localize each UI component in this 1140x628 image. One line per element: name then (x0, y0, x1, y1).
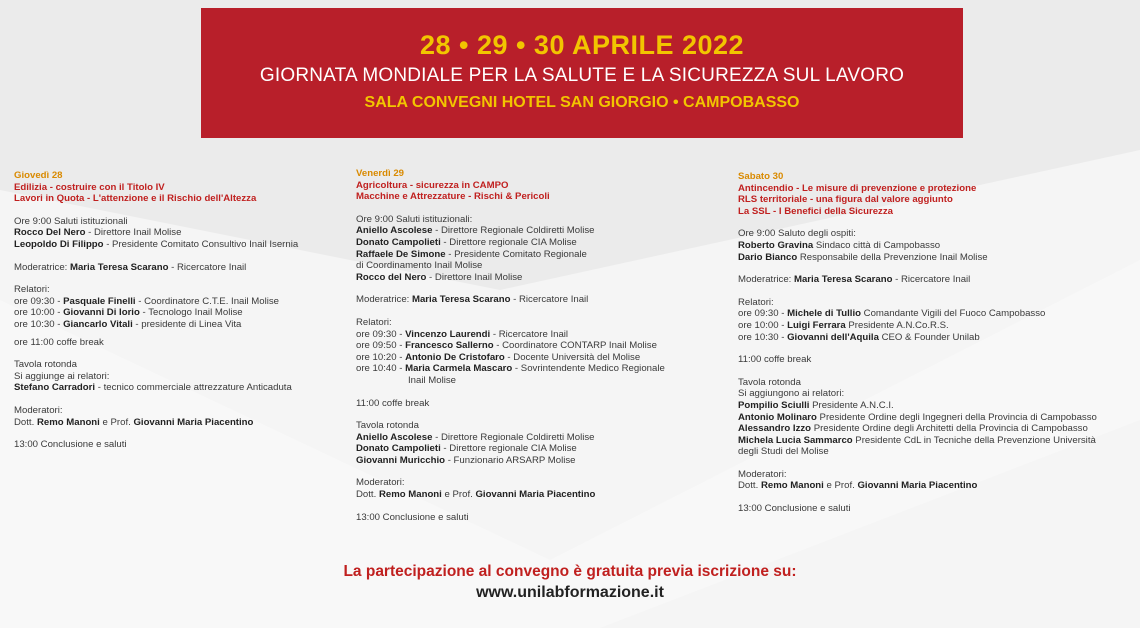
talk-time: ore 09:30 - (356, 328, 406, 340)
speaker-name: Vincenzo Laurendi (405, 328, 491, 340)
talk-line (356, 352, 665, 364)
speaker-name: Giovanni Maria Piacentino (133, 416, 254, 428)
title-prefix: e Prof. (441, 489, 476, 501)
day3-column (738, 171, 1097, 515)
registration-link[interactable]: www.unilabformazione.it (476, 584, 664, 601)
talk-line (14, 319, 298, 331)
talk-line (14, 296, 298, 308)
speaker-name: Pompilio Sciulli (738, 399, 810, 411)
speaker-role: - Ricercatore Inail (490, 328, 569, 340)
talk-time: ore 09:30 - (14, 295, 64, 307)
speaker-name: Roberto Gravina (738, 239, 814, 251)
speaker-role: Sindaco città di Campobasso (813, 239, 941, 251)
speaker-name: Rocco del Nero (356, 271, 427, 283)
speaker-role: - Coordinatore CONTARP Inail Molise (493, 340, 657, 352)
speaker-name: Maria Teresa Scarano (793, 274, 893, 286)
speaker-role-cont: degli Studi del Molise (738, 446, 829, 458)
round-table-label: Tavola rotonda (356, 420, 419, 432)
speaker-line (356, 272, 665, 284)
speaker-name: Alessandro Izzo (738, 423, 812, 435)
moderator-line (356, 294, 665, 306)
speaker-role: - presidente di Linea Vita (132, 318, 242, 330)
speaker-role-cont: di Coordinamento Inail Molise (356, 260, 483, 272)
speaker-name: Luigi Ferrara (787, 319, 846, 331)
speaker-name: Giancarlo Vitali (63, 318, 133, 330)
talk-time: ore 10:00 - (738, 319, 788, 331)
speaker-name: Antonio Molinaro (738, 411, 817, 423)
speaker-name: Maria Teresa Scarano (69, 261, 169, 273)
day3-heading: Sabato 30 (738, 171, 784, 182)
speaker-role: - Direttore Inail Molise (85, 227, 182, 239)
speaker-line (356, 249, 665, 261)
break-line: 11:00 coffe break (738, 354, 812, 366)
day1-topic: Lavori in Quota - L'attenzione e il Rischio dell'Altezza (14, 193, 257, 205)
moderator-line (14, 262, 298, 274)
talk-time: ore 10:40 - (356, 363, 406, 375)
speaker-name: Leopoldo Di Filippo (14, 238, 104, 250)
moderators-label: Moderatori: (356, 477, 405, 489)
round-table-label: Tavola rotonda (14, 359, 77, 371)
moderators-line (14, 417, 298, 429)
talk-line (356, 329, 665, 341)
speaker-name: Remo Manoni (760, 480, 824, 492)
speaker-name: Donato Campolieti (356, 443, 441, 455)
title-prefix: Dott. (356, 489, 379, 501)
speaker-role: - Ricercatore Inail (892, 274, 971, 286)
talk-time: ore 10:30 - (14, 318, 64, 330)
speaker-role: - Tecnologo Inail Molise (139, 307, 243, 319)
speaker-line (356, 237, 665, 249)
day2-column (356, 168, 665, 523)
speakers-label: Relatori: (356, 316, 392, 328)
speaker-line (14, 382, 298, 394)
speakers-label: Relatori: (738, 296, 774, 308)
speaker-line (738, 252, 1097, 264)
speaker-name: Michele di Tullio (787, 308, 861, 320)
speaker-name: Donato Campolieti (356, 236, 441, 248)
speaker-role: CEO & Founder Unilab (878, 331, 980, 343)
day2-topic: Agricoltura - sicurezza in CAMPO (356, 179, 509, 191)
speaker-name: Antonio De Cristofaro (405, 351, 505, 363)
event-dates: 28 • 29 • 30 APRILE 2022 (419, 30, 745, 60)
speaker-role: Presidente A.N.C.I. (809, 399, 894, 411)
greetings-label: Ore 9:00 Saluti istituzionali (14, 215, 128, 227)
speaker-line (356, 225, 665, 237)
speaker-line (356, 443, 665, 455)
speaker-line (356, 432, 665, 444)
speaker-line (738, 435, 1097, 447)
speaker-role: - Ricercatore Inail (510, 294, 589, 306)
talk-line (356, 340, 665, 352)
day1-column (14, 170, 298, 451)
speaker-name: Rocco Del Nero (14, 227, 86, 239)
title-prefix: e Prof. (823, 480, 858, 492)
moderators-line (356, 489, 665, 501)
talk-time: ore 10:00 - (14, 307, 64, 319)
speaker-name: Aniello Ascolese (356, 431, 433, 443)
speaker-line (356, 455, 665, 467)
speaker-name: Pasquale Finelli (63, 295, 136, 307)
talk-time: ore 10:30 - (738, 331, 788, 343)
speaker-name: Aniello Ascolese (356, 225, 433, 237)
speaker-name: Giovanni dell'Aquila (787, 331, 879, 343)
speaker-role: - Docente Università del Molise (504, 351, 641, 363)
day2-topic: Macchine e Attrezzature - Rischi & Pericoli (356, 191, 550, 203)
moderators-line (738, 480, 1097, 492)
speaker-role: - Ricercatore Inail (168, 261, 247, 273)
speaker-name: Remo Manoni (36, 416, 100, 428)
event-title: GIORNATA MONDIALE PER LA SALUTE E LA SICUREZZA SUL LAVORO (259, 65, 905, 86)
day3-topic: La SSL - I Benefici della Sicurezza (738, 205, 893, 217)
header-banner (201, 8, 963, 138)
speaker-role: - Funzionario ARSARP Molise (445, 454, 576, 466)
break-line: 11:00 coffe break (356, 397, 430, 409)
speaker-name: Maria Carmela Mascaro (405, 363, 513, 375)
talk-time: ore 09:50 - (356, 340, 406, 352)
speaker-role: Presidente A.N.Co.R.S. (845, 319, 949, 331)
speaker-role: Comandante Vigili del Fuoco Campobasso (861, 308, 1046, 320)
speaker-line (738, 423, 1097, 435)
speaker-line (14, 227, 298, 239)
moderators-label: Moderatori: (738, 468, 787, 480)
speaker-line (14, 239, 298, 251)
talk-time: ore 10:20 - (356, 351, 406, 363)
closing-line: 13:00 Conclusione e saluti (738, 503, 851, 515)
day3-topic: Antincendio - Le misure di prevenzione e protezione (738, 182, 977, 194)
talk-time: ore 09:30 - (738, 308, 788, 320)
speaker-role: - Presidente Comitato Regionale (445, 248, 587, 260)
speaker-line (738, 240, 1097, 252)
day3-topic: RLS territoriale - una figura dal valore aggiunto (738, 194, 953, 206)
talk-line (738, 308, 1097, 320)
speaker-name: Giovanni Maria Piacentino (857, 480, 978, 492)
talk-line (738, 332, 1097, 344)
greetings-label: Ore 9:00 Saluti istituzionali: (356, 213, 473, 225)
speaker-role-cont: Inail Molise (408, 374, 456, 386)
speaker-name: Raffaele De Simone (356, 248, 446, 260)
speaker-line (738, 412, 1097, 424)
speaker-name: Giovanni Muricchio (356, 454, 446, 466)
speaker-role: - Direttore Regionale Coldiretti Molise (432, 225, 595, 237)
speaker-name: Michela Lucia Sammarco (738, 434, 853, 446)
break-line: ore 11:00 coffe break (14, 336, 104, 348)
day1-topic: Edilizia - costruire con il Titolo IV (14, 181, 165, 193)
speaker-role: - Coordinatore C.T.E. Inail Molise (135, 295, 280, 307)
moderator-label: Moderatrice: (14, 261, 70, 273)
speaker-role: Presidente Ordine degli Architetti della Provincia di Campobasso (811, 423, 1088, 435)
closing-line: 13:00 Conclusione e saluti (14, 439, 127, 451)
event-venue: SALA CONVEGNI HOTEL SAN GIORGIO • CAMPOBASSO (364, 94, 800, 111)
speaker-role: - Direttore regionale CIA Molise (440, 443, 577, 455)
speaker-role: - Direttore Inail Molise (426, 271, 523, 283)
closing-line: 13:00 Conclusione e saluti (356, 511, 469, 523)
speaker-name: Stefano Carradori (14, 382, 96, 394)
speaker-name: Maria Teresa Scarano (411, 294, 511, 306)
day2-heading: Venerdì 29 (356, 168, 404, 179)
speaker-name: Francesco Sallerno (405, 340, 494, 352)
moderator-label: Moderatrice: (356, 294, 412, 306)
title-prefix: Dott. (14, 416, 37, 428)
round-table-label: Tavola rotonda (738, 376, 801, 388)
speaker-role: Responsabile della Prevenzione Inail Molise (797, 251, 988, 263)
title-prefix: e Prof. (99, 416, 134, 428)
speaker-role: - Direttore regionale CIA Molise (440, 236, 577, 248)
round-table-sub: Si aggiunge ai relatori: (14, 370, 110, 382)
moderators-label: Moderatori: (14, 404, 63, 416)
speaker-role: - Direttore Regionale Coldiretti Molise (432, 431, 595, 443)
talk-line (738, 320, 1097, 332)
speaker-name: Remo Manoni (378, 489, 442, 501)
greetings-label: Ore 9:00 Saluto degli ospiti: (738, 228, 856, 240)
speaker-line (738, 400, 1097, 412)
speaker-role: - Sovrintendente Medico Regionale (512, 363, 665, 375)
speaker-name: Dario Bianco (738, 251, 798, 263)
speaker-role: - tecnico commerciale attrezzature Anticaduta (95, 382, 292, 394)
moderator-label: Moderatrice: (738, 274, 794, 286)
title-prefix: Dott. (738, 480, 761, 492)
day1-heading: Giovedì 28 (14, 170, 63, 181)
speaker-name: Giovanni Maria Piacentino (475, 489, 596, 501)
talk-line (14, 307, 298, 319)
round-table-sub: Si aggiungono ai relatori: (738, 388, 845, 400)
registration-note: La partecipazione al convegno è gratuita previa iscrizione su: (343, 563, 797, 580)
speaker-role: - Presidente Comitato Consultivo Inail Isernia (103, 238, 299, 250)
moderator-line (738, 274, 1097, 286)
speakers-label: Relatori: (14, 284, 50, 296)
speaker-role: Presidente Ordine degli Ingegneri della Provincia di Campobasso (816, 411, 1097, 423)
speaker-role: Presidente CdL in Tecniche della Prevenzione Università (852, 434, 1096, 446)
talk-line (356, 363, 665, 375)
speaker-name: Giovanni Di Iorio (63, 307, 140, 319)
